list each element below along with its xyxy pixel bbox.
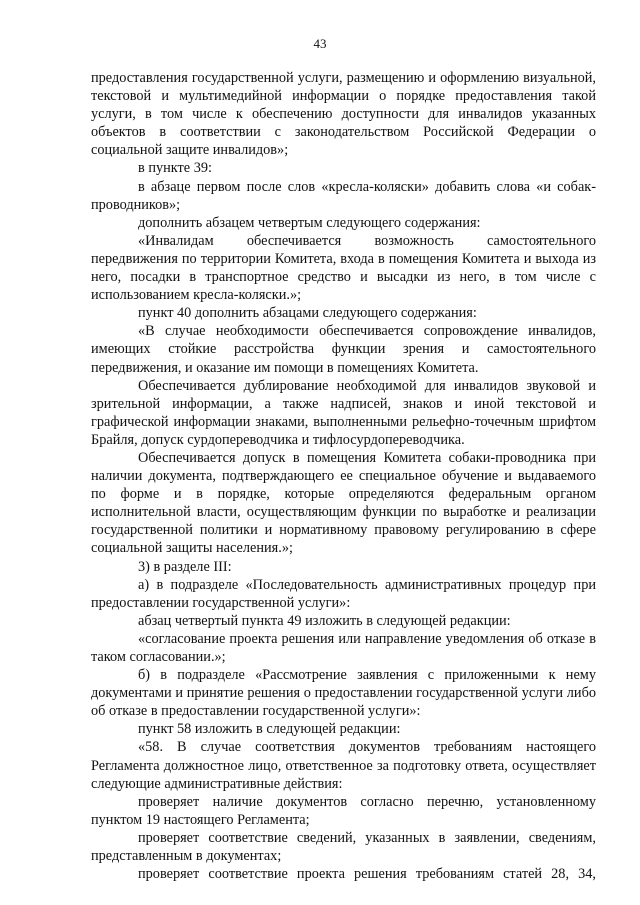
paragraph: «В случае необходимости обеспечивается сопровождение инвалидов, имеющих стойкие расстройства функции зрения и самостоятельного передвижения, и оказание им помощи в помещениях Комитета.	[91, 323, 596, 376]
paragraph: пункт 40 дополнить абзацами следующего содержания:	[138, 305, 477, 322]
document-body	[91, 69, 596, 883]
paragraph: в пункте 39:	[138, 160, 212, 177]
paragraph: предоставления государственной услуги, размещению и оформлению визуальной, текстовой и мультимедийной информации о порядке предоставления такой услуги, в том числе к обеспечению доступности для инвалидов указанных объектов в соответствии с законодательством Российской Федерации о социальной защите инвалидов»;	[91, 70, 596, 159]
paragraph: дополнить абзацем четвертым следующего содержания:	[138, 214, 481, 231]
paragraph: «согласование проекта решения или направление уведомления об отказе в таком согласовании.»;	[91, 630, 596, 665]
paragraph: в абзаце первом после слов «кресла-коляски» добавить слова «и собак-проводников»;	[91, 178, 596, 213]
paragraph: а) в подразделе «Последовательность административных процедур при предоставлении государственной услуги»:	[91, 576, 596, 611]
paragraph: «58. В случае соответствия документов требованиям настоящего Регламента должностное лицо, ответственное за подготовку ответа, осуществляет следующие административные действия:	[91, 739, 596, 792]
paragraph: Обеспечивается допуск в помещения Комитета собаки-проводника при наличии документа, подтверждающего ее специальное обучение и выдаваемого по форме и в порядке, которые определяются федеральным органом исполнительной власти, осуществляющим функции по выработке и реализации государственной политики и нормативному правовому регулированию в сфере социальной защиты населения.»;	[91, 449, 596, 557]
paragraph: 3) в разделе III:	[138, 558, 232, 575]
paragraph: б) в подразделе «Рассмотрение заявления с приложенными к нему документами и принятие решения о предоставлении государственной услуги либо об отказе в предоставлении государственной услуги»:	[91, 667, 596, 720]
paragraph: проверяет соответствие проекта решения требованиям статей 28, 34,	[138, 866, 596, 883]
page-number: 43	[313, 36, 327, 51]
paragraph: Обеспечивается дублирование необходимой для инвалидов звуковой и зрительной информации, а также надписей, знаков и иной текстовой и графической информации знаками, выполненными рельефно-точечным шрифтом Брайля, допуск сурдопереводчика и тифлосурдопереводчика.	[91, 377, 596, 448]
paragraph: пункт 58 изложить в следующей редакции:	[138, 721, 401, 738]
paragraph: «Инвалидам обеспечивается возможность самостоятельного передвижения по территории Комитета, входа в помещения Комитета и выхода из него, посадки в транспортное средство и высадки из него, в том числе с использованием кресла-коляски.»;	[91, 232, 596, 304]
paragraph: проверяет наличие документов согласно перечню, установленному пунктом 19 настоящего Регламента;	[91, 793, 596, 828]
paragraph: проверяет соответствие сведений, указанных в заявлении, сведениям, представленным в документах;	[91, 829, 596, 865]
paragraph: абзац четвертый пункта 49 изложить в следующей редакции:	[138, 612, 511, 629]
